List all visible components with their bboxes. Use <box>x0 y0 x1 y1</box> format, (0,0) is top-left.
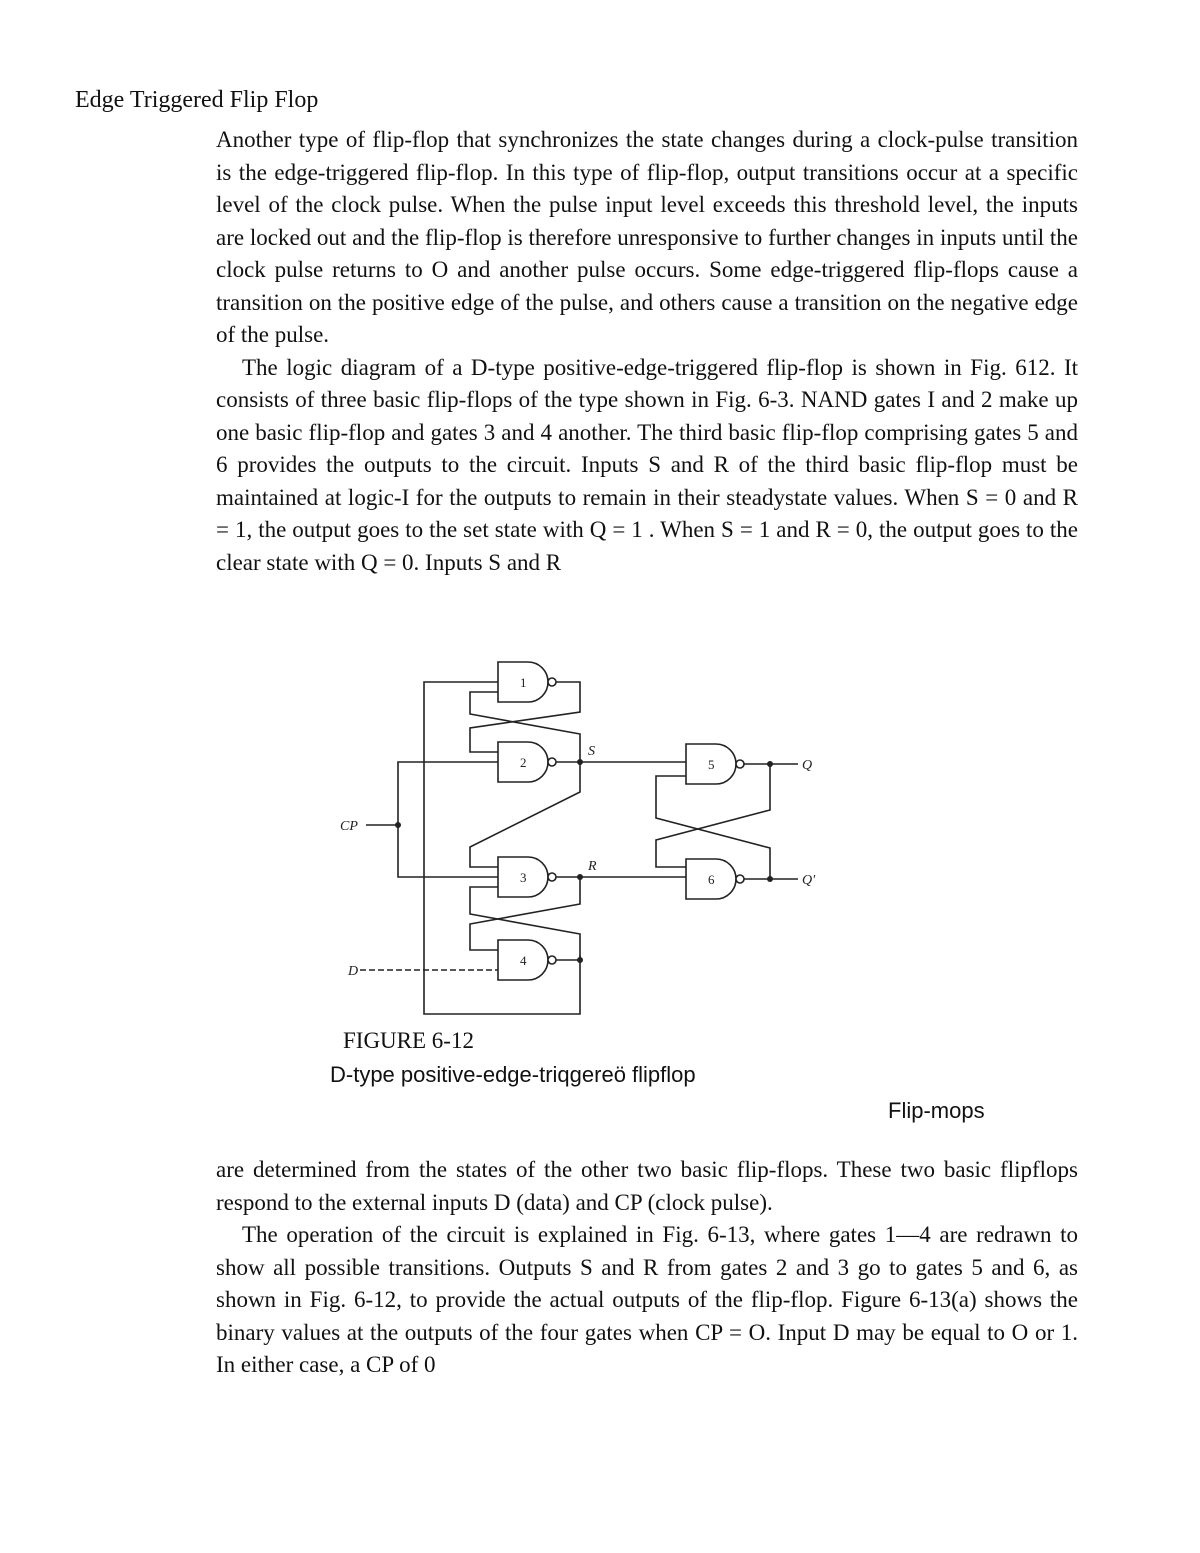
running-head: Flip-mops <box>888 1098 985 1123</box>
inverter-bubble <box>548 873 556 881</box>
label-s: S <box>588 744 595 759</box>
inverter-bubble <box>548 758 556 766</box>
paragraph: are determined from the states of the other two basic flip-flops. These two basic flipflops respond to the external inputs D (data) and CP (clock pulse). <box>216 1157 1078 1215</box>
label-q-prime: Q' <box>802 873 816 888</box>
inverter-bubble <box>548 956 556 964</box>
logic-diagram-figure <box>330 652 830 1022</box>
gate-label-2: 2 <box>520 755 527 770</box>
junction-dot <box>395 822 401 828</box>
gate-label-3: 3 <box>520 870 527 885</box>
gate-label-1: 1 <box>520 675 527 690</box>
text-block-bottom <box>216 1154 1078 1382</box>
junction-dot <box>577 957 583 963</box>
label-q: Q <box>802 758 813 773</box>
gate-label-4: 4 <box>520 953 527 968</box>
junction-dot <box>577 759 583 765</box>
label-r: R <box>588 859 597 874</box>
inverter-bubble <box>548 678 556 686</box>
text-block-top <box>216 124 1078 579</box>
paragraph: The operation of the circuit is explained in Fig. 6-13, where gates 1—4 are redrawn to show all possible transitions. Outputs S and R from gates 2 and 3 go to gates 5 and 6, as shown in Fig. 6-12, to provide the actual outputs of the flip-flop. Figure 6-13(a) shows the binary values at the outputs of the four gates when CP = O. Input D may be equal to O or 1. In either case, a CP of 0 <box>216 1222 1078 1377</box>
paragraph: The logic diagram of a D-type positive-edge-triggered flip-flop is shown in Fig. 612. It consists of three basic flip-flops of the type shown in Fig. 6-3. NAND gates I and 2 make up one basic flip-flop and gates 3 and 4 another. The third basic flip-flop comprising gates 5 and 6 provides the outputs to the circuit. Inputs S and R of the third basic flip-flop must be maintained at logic-I for the outputs to remain in their steadystate values. When S = 0 and R = 1, the output goes to the set state with Q = 1 . When S = 1 and R = 0, the output goes to the clear state with Q = 0. Inputs S and R <box>216 354 1078 575</box>
inverter-bubble <box>736 760 744 768</box>
inverter-bubble <box>736 875 744 883</box>
section-heading: Edge Triggered Flip Flop <box>75 87 319 113</box>
label-cp: CP <box>340 819 358 834</box>
junction-dot <box>577 874 583 880</box>
figure-number: FIGURE 6-12 <box>343 1028 474 1053</box>
label-d: D <box>348 964 359 979</box>
gate-label-6: 6 <box>708 872 715 887</box>
figure-caption: D-type positive-edge-triqgereö flipflop <box>330 1062 696 1087</box>
wire-cp-loop <box>398 762 498 877</box>
gate-label-5: 5 <box>708 757 715 772</box>
paragraph: Another type of flip-flop that synchronizes the state changes during a clock-pulse transition is the edge-triggered flip-flop. In this type of flip-flop, output transitions occur at a specific level of the clock pulse. When the pulse input level exceeds this threshold level, the inputs are locked out and the flip-flop is therefore unresponsive to further changes in inputs until the clock pulse returns to O and another pulse occurs. Some edge-triggered flip-flops cause a transition on the positive edge of the pulse, and others cause a transition on the negative edge of the pulse. <box>216 127 1078 347</box>
